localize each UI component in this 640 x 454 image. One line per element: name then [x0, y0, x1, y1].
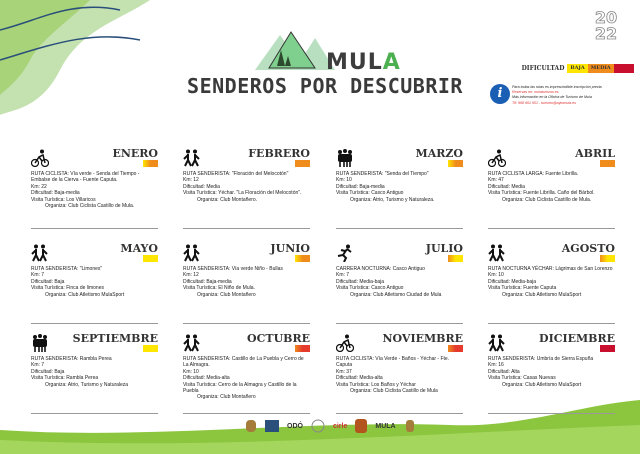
route-detail: Dificultad: Baja [31, 278, 65, 285]
month-card-diciembre [488, 332, 615, 414]
organizer: Organiza: Club Ciclista Castillo de Mula. [502, 196, 592, 203]
sponsor-logo [265, 420, 279, 432]
route-detail: Km: 12 [183, 272, 199, 279]
difficulty-swatch [600, 345, 615, 352]
page-title: SENDEROS POR DESCUBRIR [187, 74, 463, 98]
month-card-abril [488, 147, 615, 229]
route-detail: Dificultad: Baja-media [31, 190, 80, 197]
divider [183, 228, 310, 229]
route-detail: Visita Turística: Casas Nuevas [488, 375, 556, 382]
shield-logo [245, 419, 257, 433]
divider [488, 413, 615, 414]
route-detail: Dificultad: Media [488, 183, 525, 190]
month-name: NOVIEMBRE [382, 332, 463, 345]
divider [31, 323, 158, 324]
organizer: Organiza: Club Atletismo MulaSport [502, 291, 582, 298]
month-card-julio [336, 242, 463, 324]
route-detail: Visita Turística: Cerro de la Almagra y Castillo de la Puebla [183, 381, 297, 395]
route-detail: Km: 12 [183, 177, 199, 184]
route-detail: Visita Turística: Fuente Caputa [488, 285, 557, 292]
month-name: ABRIL [575, 147, 615, 160]
divider [488, 228, 615, 229]
town-hall-logo [404, 418, 416, 434]
difficulty-swatch [600, 160, 615, 167]
route-detail: Dificultad: Media [183, 183, 220, 190]
route-detail: Visita Turística: Los Villaricos [31, 196, 96, 203]
hikers-icon [183, 334, 201, 352]
year-logo: 2022 [594, 8, 618, 43]
route-detail: Dificultad: Alta [488, 368, 520, 375]
difficulty-swatch [143, 345, 158, 352]
route-detail: Dificultad: Baja-media [336, 183, 385, 190]
route-detail: Dificultad: Media-baja [336, 278, 385, 285]
cyclist-icon [31, 149, 49, 167]
divider [31, 228, 158, 229]
route-detail: Km: 47 [488, 177, 504, 184]
month-card-agosto [488, 242, 615, 324]
month-name: AGOSTO [561, 242, 615, 255]
info-icon: i [490, 84, 510, 104]
organizer: Organiza: Club Atletismo MulaSport [502, 381, 582, 388]
route-detail: RUTA SENDERISTA: "Floración del Melocotón" [183, 171, 289, 177]
month-name: JUNIO [270, 242, 310, 255]
month-name: MAYO [120, 242, 158, 255]
month-name: JULIO [425, 242, 463, 255]
legend-baja: BAJA [567, 64, 587, 73]
route-detail: RUTA NOCTURNA YÉCHAR: Lágrimas de San Lorenzo [488, 266, 613, 272]
cyclist-icon [336, 334, 354, 352]
month-card-enero [31, 147, 158, 229]
route-detail: Visita Turística: Casco Antiguo [336, 285, 404, 292]
route-detail: Visita Turística: Rambla Perea [31, 375, 99, 382]
route-detail: Visita Turística: Fuente Librilla. Caño del Bárbol. [488, 190, 595, 197]
route-detail: Visita Turística: Casco Antiguo [336, 190, 404, 197]
route-detail: RUTA SENDERISTA: Castillo de La Puebla y Cerro de [183, 356, 304, 362]
route-detail: RUTA SENDERISTA: "Limones" [31, 266, 103, 272]
route-detail: Km: 7 [31, 272, 45, 279]
route-detail: RUTA CICLISTA: Vía Verde - Baños - Yéchar - Fte. Caputa [336, 356, 450, 369]
info-text: Para todas las rutas es imprescindible inscripción previa. Reservas en: mulaturismo.es Más información en la Oficina de Turismo de Mula Tlf: 968 661 501 - turismo@aytomula.es [512, 85, 603, 105]
divider [183, 413, 310, 414]
hikers-icon [31, 244, 49, 262]
organizer: Organiza: Club Montañero. [197, 196, 258, 203]
runner-icon [336, 244, 354, 262]
hikers-icon [488, 244, 506, 262]
difficulty-swatch [143, 160, 158, 167]
month-card-febrero [183, 147, 310, 229]
route-detail: Visita Turística: Los Baños y Yéchar [336, 381, 416, 388]
month-name: OCTUBRE [247, 332, 310, 345]
route-detail: Embalse de la Cierva - Fuente Caputa. [31, 177, 118, 184]
route-detail: Dificultad: Baja-media [183, 278, 232, 285]
legend-media: MEDIA [588, 64, 614, 73]
route-detail: Km: 22 [31, 183, 47, 190]
hikers-icon [183, 244, 201, 262]
organizer: Organiza: Club Montañero [197, 394, 256, 401]
sponsor-logos: ODÓ cirle MULA [245, 418, 416, 434]
hikers-icon [183, 149, 201, 167]
difficulty-swatch [295, 160, 310, 167]
route-detail: Dificultad: Media-alta [183, 375, 230, 382]
divider [336, 323, 463, 324]
route-detail: Km: 10 [488, 272, 504, 279]
organizer: Organiza: Club Ciclista Castillo de Mula [350, 388, 438, 395]
route-detail: Km: 37 [336, 368, 352, 375]
month-card-septiembre [31, 332, 158, 414]
difficulty-swatch [295, 255, 310, 262]
sponsor-logo [355, 419, 367, 433]
organizer: Organiza: Club Atletismo MulaSport [45, 291, 125, 298]
difficulty-swatch [143, 255, 158, 262]
month-name: DICIEMBRE [539, 332, 615, 345]
difficulty-swatch [600, 255, 615, 262]
route-detail: RUTA CICLISTA: Vía verde - Senda del Tiempo - [31, 171, 140, 177]
route-detail: RUTA SENDERISTA: Umbría de Sierra Espuña [488, 356, 594, 362]
month-card-mayo [31, 242, 158, 324]
month-card-junio [183, 242, 310, 324]
month-card-marzo [336, 147, 463, 229]
month-name: MARZO [415, 147, 463, 160]
route-detail: Dificultad: Baja [31, 368, 65, 375]
divider [183, 323, 310, 324]
route-detail: Km: 7 [31, 362, 45, 369]
difficulty-legend: DIFICULTAD BAJA MEDIA ALTA [522, 64, 634, 73]
month-name: SEPTIEMBRE [72, 332, 158, 345]
divider [336, 413, 463, 414]
route-detail: Km: 7 [336, 272, 350, 279]
route-detail: RUTA SENDERISTA: Rambla Perea [31, 356, 112, 362]
organizer: Organiza: Club Montañero [197, 291, 256, 298]
seal-logo [311, 419, 325, 433]
route-detail: Visita Turística: El Niño de Mula. [183, 285, 255, 292]
month-card-octubre [183, 332, 310, 414]
route-detail: RUTA CICLISTA LARGA: Fuente Librilla. [488, 171, 579, 177]
route-detail: Km: 16 [488, 362, 504, 369]
route-detail: Visita Turística: Finca de limones [31, 285, 104, 292]
organizer: Organiza: Atrio, Turismo y Naturaleza [45, 381, 129, 388]
difficulty-swatch [448, 255, 463, 262]
month-card-noviembre [336, 332, 463, 414]
organizer: Organiza: Club Atletismo Ciudad de Mula [350, 291, 442, 298]
brand-name: MULA [326, 50, 401, 75]
divider [488, 323, 615, 324]
divider [336, 228, 463, 229]
route-detail: Visita Turística: Yéchar. "La Floración del Melocotón". [183, 190, 302, 197]
route-detail: CARRERA NOCTURNA: Casco Antiguo [336, 266, 425, 272]
difficulty-swatch [448, 160, 463, 167]
route-detail: RUTA SENDERISTA: Vía verde Niño - Bullas [183, 266, 283, 272]
month-name: ENERO [112, 147, 158, 160]
route-detail: Dificultad: Media-alta [336, 375, 383, 382]
cyclist-icon [488, 149, 506, 167]
organizer: Organiza: Club Ciclista Castillo de Mula. [45, 203, 135, 210]
group-icon [31, 334, 49, 352]
month-name: FEBRERO [248, 147, 310, 160]
route-detail: Km: 10 [183, 368, 199, 375]
divider [31, 413, 158, 414]
route-detail: Dificultad: Media-baja [488, 278, 537, 285]
route-detail: Km: 10 [336, 177, 352, 184]
route-detail: La Almagra. [183, 362, 210, 369]
hikers-icon [488, 334, 506, 352]
legend-alta: ALTA [614, 64, 634, 73]
route-detail: RUTA SENDERISTA: "Senda del Tiempo" [336, 171, 429, 177]
difficulty-swatch [448, 345, 463, 352]
organizer: Organiza: Atrio, Turismo y Naturaleza. [350, 196, 435, 203]
difficulty-swatch [295, 345, 310, 352]
group-icon [336, 149, 354, 167]
